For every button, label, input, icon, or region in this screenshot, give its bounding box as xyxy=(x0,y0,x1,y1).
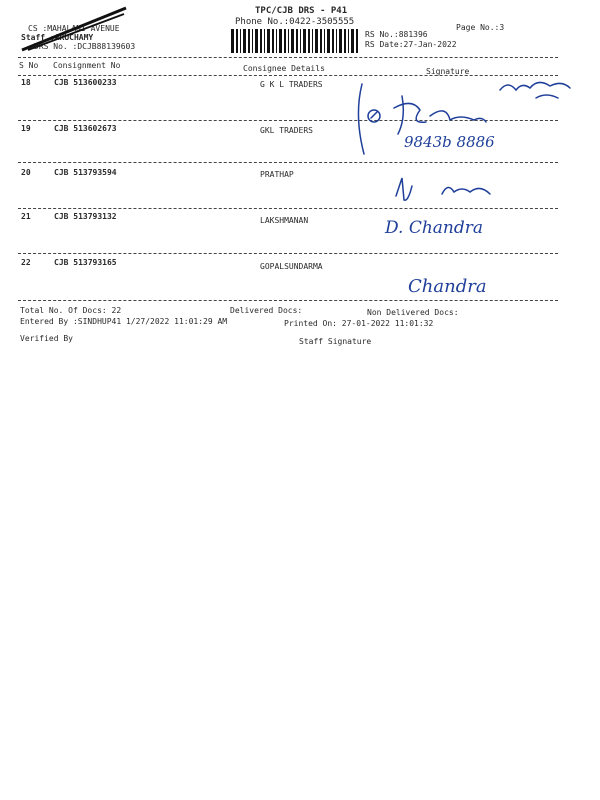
col-consignee: Consignee Details xyxy=(243,64,325,73)
row-sno: 18 xyxy=(21,78,31,87)
handwritten-mark xyxy=(392,172,502,210)
document-title: TPC/CJB DRS - P41 xyxy=(255,6,348,16)
divider xyxy=(18,300,558,301)
handwritten-name: Chandra xyxy=(408,276,487,297)
col-consignment: Consignment No xyxy=(53,61,121,70)
phone-number: Phone No.:0422-3505555 xyxy=(235,17,355,27)
row-consignment: CJB 513793132 xyxy=(54,212,117,221)
row-sno: 22 xyxy=(21,258,31,267)
non-delivered-docs: Non Delivered Docs: xyxy=(367,308,459,317)
staff-signature: Staff Signature xyxy=(299,337,372,346)
printed-on: Printed On: 27-01-2022 11:01:32 xyxy=(284,319,434,328)
row-consignment: CJB 513793594 xyxy=(54,168,117,177)
handwritten-signature xyxy=(350,76,580,166)
delivered-docs: Delivered Docs: xyxy=(230,306,303,315)
col-signature: Signature xyxy=(426,67,470,76)
total-docs: Total No. Of Docs: 22 xyxy=(20,306,122,315)
row-consignee: GKL TRADERS xyxy=(260,126,313,135)
staff-name: Staff :ARUCHAMY xyxy=(21,33,94,42)
row-consignee: PRATHAP xyxy=(260,170,294,179)
row-consignee: GOPALSUNDARMA xyxy=(260,262,323,271)
page-number: Page No.:3 xyxy=(456,23,505,32)
row-consignee: G K L TRADERS xyxy=(260,80,323,89)
rs-date: RS Date:27-Jan-2022 xyxy=(365,40,457,49)
branch-name: CS :MAHALANI AVENUE xyxy=(28,24,120,33)
row-sno: 20 xyxy=(21,168,31,177)
row-consignment: CJB 513600233 xyxy=(54,78,117,87)
verified-by: Verified By xyxy=(20,334,73,343)
row-sno: 21 xyxy=(21,212,31,221)
row-consignment: CJB 513793165 xyxy=(54,258,117,267)
row-consignment: CJB 513602673 xyxy=(54,124,117,133)
row-sno: 19 xyxy=(21,124,31,133)
rs-number: RS No.:881396 xyxy=(365,30,428,39)
entered-by: Entered By :SINDHUP41 1/27/2022 11:01:29 AM xyxy=(20,317,228,326)
handwritten-name: D. Chandra xyxy=(385,218,484,238)
drs-number: DRS No. :DCJB88139603 xyxy=(34,42,136,51)
handwritten-phone: 9843b 8886 xyxy=(404,133,495,151)
col-sno: S No xyxy=(19,61,39,70)
divider xyxy=(18,253,558,254)
divider xyxy=(18,57,558,58)
strike-marks xyxy=(20,6,130,56)
row-consignee: LAKSHMANAN xyxy=(260,216,309,225)
barcode xyxy=(231,29,359,53)
